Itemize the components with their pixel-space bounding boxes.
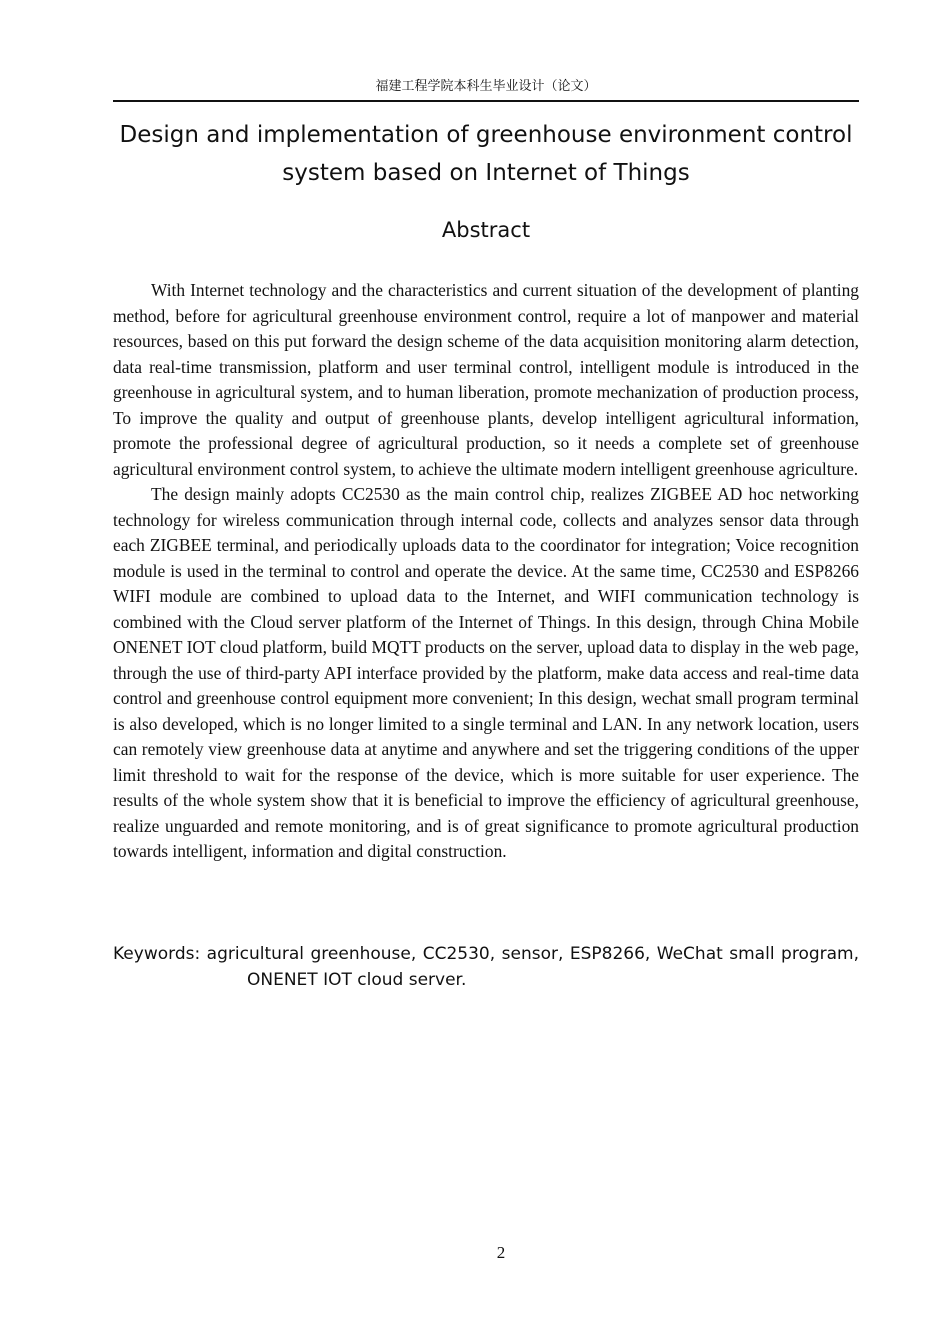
keywords-line: Keywords: agricultural greenhouse, CC2530, sensor, ESP8266, WeChat small program, ONENET IOT cloud server.: [113, 944, 859, 990]
abstract-paragraph: The design mainly adopts CC2530 as the main control chip, realizes ZIGBEE AD hoc networking technology for wireless communication through internal code, collects and analyzes sensor data through each ZIGBEE terminal, and periodically uploads data to the coordinator for integration; Voice recognition module is used in the terminal to control and operate the device. At the same time, CC2530 and ESP8266 WIFI module are combined to upload data to the Internet, and WIFI communication technology is combined with the Cloud server platform of the Internet of Things. In this design, through China Mobile ONENET IOT cloud platform, build MQTT products on the server, upload data to display in the web page, through the use of third-party API interface provided by the platform, make data access and real-time data control and greenhouse control equipment more convenient; In this design, wechat small program terminal is also developed, which is no longer limited to a single terminal and LAN. In any network location, users can remotely view greenhouse data at anytime and anywhere and set the triggering conditions of the upper limit threshold to wait for the response of the device, which is more suitable for user experience. The results of the whole system show that it is beneficial to improve the efficiency of agricultural greenhouse, realize unguarded and remote monitoring, and is of great significance to promote agricultural production towards intelligent, information and digital construction.: [113, 484, 859, 861]
page-number: 2: [496, 1243, 506, 1262]
abstract-paragraph: With Internet technology and the characteristics and current situation of the development of planting method, before for agricultural greenhouse environment control, require a lot of manpower and material resources, based on this put forward the design scheme of the data acquisition monitoring alarm detection, data real-time transmission, platform and user terminal control, intelligent module is introduced in the greenhouse in agricultural system, and to human liberation, promote mechanization of production process, To improve the quality and output of greenhouse plants, develop intelligent agricultural information, promote the professional degree of agricultural production, so it needs a complete set of greenhouse agricultural environment control system, to achieve the ultimate modern intelligent greenhouse agriculture.: [113, 280, 859, 479]
document-title: Design and implementation of greenhouse environment control system based on Internet of Things: [119, 122, 853, 186]
abstract-heading: Abstract: [441, 218, 531, 242]
abstract-body: [113, 278, 859, 865]
running-header: 福建工程学院本科生毕业设计（论文）: [375, 79, 597, 94]
header-rule: [113, 100, 859, 102]
